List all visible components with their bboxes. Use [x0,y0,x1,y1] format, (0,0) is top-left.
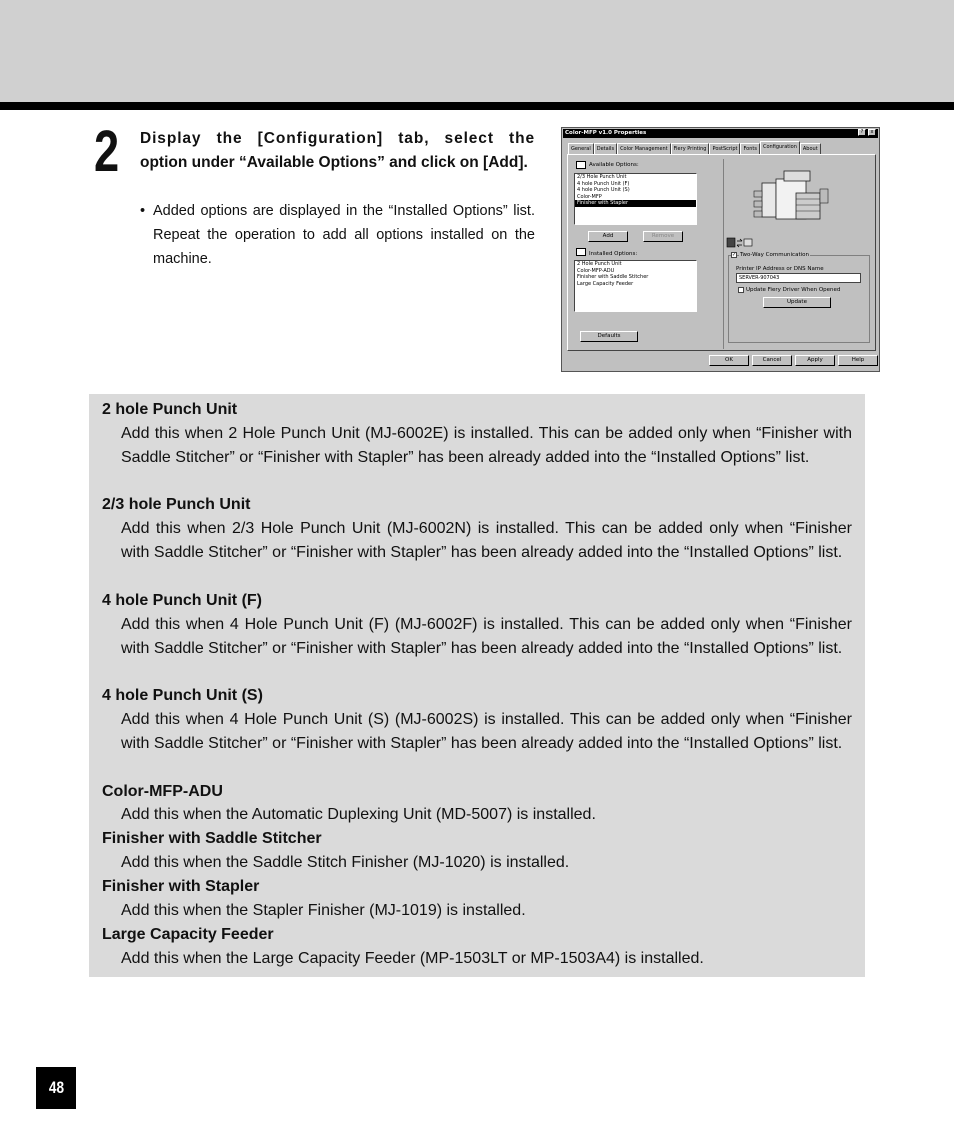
available-option-item[interactable]: 4 hole Punch Unit (F) [577,180,630,187]
defaults-button[interactable]: Defaults [580,331,638,342]
tab-fonts[interactable]: Fonts [740,143,760,154]
entry-title: 2/3 hole Punch Unit [102,496,251,513]
tab-general[interactable]: General [568,143,594,154]
entry-description: Add this when 2 Hole Punch Unit (MJ-6002E) is installed. This can be added only when “Finisher with Saddle Stitcher” or “Finisher with Stapler” has been already added into the “Installed Options” list. [121,425,852,466]
step-heading-line2: option under “Available Options” and click on [Add]. [140,153,528,171]
installed-option-item[interactable]: Finisher with Saddle Stitcher [577,274,649,281]
tab-configuration[interactable]: Configuration [760,141,800,154]
installed-option-item[interactable]: Color-MFP-ADU [577,267,615,274]
entry-description: Add this when the Large Capacity Feeder (MP-1503LT or MP-1503A4) is installed. [121,950,704,967]
step-heading-line1: Display the [Configuration] tab, select the [140,130,535,147]
header-band [0,0,954,102]
entry-title: 4 hole Punch Unit (F) [102,592,262,609]
tab-details[interactable]: Details [594,143,617,154]
dialog-title: Color-MFP v1.0 Properties [563,129,878,138]
bullet-dot: • [140,203,146,219]
two-way-label: Two-Way Communication [740,252,809,258]
page-number-text: 48 [48,1078,64,1097]
panel-divider [723,159,724,349]
apply-button[interactable]: Apply [795,355,835,366]
installed-options-label: Installed Options: [589,251,638,257]
dialog-close-button[interactable]: x [868,129,876,136]
entry-title: Large Capacity Feeder [102,926,274,943]
entry-title: 2 hole Punch Unit [102,401,238,418]
network-icon [726,237,754,249]
entry-description: Add this when 4 Hole Punch Unit (F) (MJ-6002F) is installed. This can be added only when “Finisher with Saddle Stitcher” or “Finisher with Stapler” has been already added into the “Installed Options” list. [121,616,852,657]
available-option-item-selected[interactable]: Finisher with Stapler [575,200,696,207]
available-option-item[interactable]: 4 hole Punch Unit (S) [577,187,630,194]
help-button[interactable]: Help [838,355,878,366]
tab-color-management[interactable]: Color Management [617,143,671,154]
bullet-text: Added options are displayed in the “Installed Options” list. Repeat the operation to add all options installed on the machine. [153,203,535,267]
dialog-help-button[interactable]: ? [858,129,866,136]
add-button[interactable]: Add [588,231,628,242]
update-driver-checkbox[interactable] [738,287,744,293]
available-option-item[interactable]: Color-MFP [577,193,602,200]
header-rule [0,102,954,110]
configuration-panel [567,154,876,351]
printer-illustration-icon [740,167,832,225]
available-options-label: Available Options: [589,162,639,168]
two-way-checkbox[interactable]: ✓ [732,252,737,258]
tab-about[interactable]: About [800,143,821,154]
step-bullet [140,199,535,271]
remove-button[interactable]: Remove [643,231,683,242]
entry-description: Add this when the Automatic Duplexing Unit (MD-5007) is installed. [121,806,596,823]
update-button[interactable]: Update [763,297,831,308]
step-number: 2 [94,119,119,184]
entry-description: Add this when the Stapler Finisher (MJ-1019) is installed. [121,902,526,919]
installed-option-item[interactable]: 2 Hole Punch Unit [577,261,622,267]
tab-postscript[interactable]: PostScript [709,143,740,154]
installed-options-list[interactable] [574,260,697,312]
available-options-icon [576,161,586,169]
entry-description: Add this when 4 Hole Punch Unit (S) (MJ-6002S) is installed. This can be added only when “Finisher with Saddle Stitcher” or “Finisher with Stapler” has been already added into the “Installed Options” list. [121,711,852,752]
page-number [36,1067,76,1109]
cancel-button[interactable]: Cancel [752,355,792,366]
properties-dialog [561,127,880,372]
entry-description: Add this when the Saddle Stitch Finisher (MJ-1020) is installed. [121,854,570,871]
entry-title: 4 hole Punch Unit (S) [102,687,263,704]
tab-fiery-printing[interactable]: Fiery Printing [671,143,710,154]
entry-title: Finisher with Stapler [102,878,260,895]
ip-address-input[interactable]: SERVER-907043 [736,273,861,283]
installed-options-icon [576,248,586,256]
ok-button[interactable]: OK [709,355,749,366]
available-options-list[interactable] [574,173,697,225]
ip-address-label: Printer IP Address or DNS Name [736,266,824,272]
installed-option-item[interactable]: Large Capacity Feeder [577,280,634,287]
options-info-box [89,394,865,977]
entry-title: Color-MFP-ADU [102,783,223,800]
step-heading [140,127,535,174]
update-driver-label: Update Fiery Driver When Opened [746,287,841,293]
entry-description: Add this when 2/3 Hole Punch Unit (MJ-6002N) is installed. This can be added only when “Finisher with Saddle Stitcher” or “Finisher with Stapler” has been already added into the “Installed Options” list. [121,520,852,561]
entry-title: Finisher with Saddle Stitcher [102,830,322,847]
available-option-item[interactable]: 2/3 Hole Punch Unit [577,174,627,180]
dialog-tabs [568,142,821,154]
